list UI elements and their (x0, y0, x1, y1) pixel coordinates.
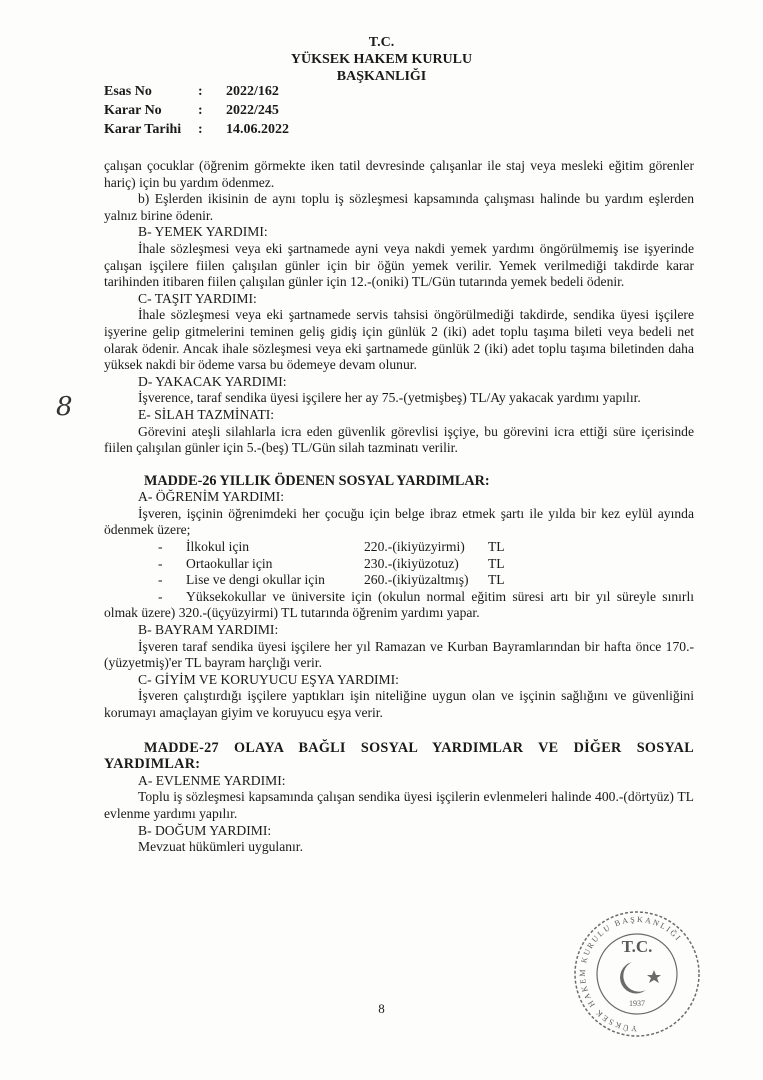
meta-key: Karar No (104, 103, 162, 118)
paragraph (104, 589, 694, 622)
paragraph: İhale sözleşmesi veya eki şartnamede servis tahsisi öngörülmediği takdirde, sendika üyesi işçilere işyerine gelip gitmelerini teminen geliş gidiş için günlük 2 (iki) adet toplu taşıma bileti veya bedeli net olarak ödenir. Ancak ihale sözleşmesi veya eki şartnamede günlük 2 (iki) adet toplu taşıma biletinden daha yüksek nakdi bir ödeme varsa bu ödemeye devam olunur. (104, 307, 694, 373)
crescent-icon (620, 962, 646, 993)
list-item (158, 556, 694, 573)
svg-text:YÜKSEK HAKEM KURULU BAŞKANLIĞI (578, 915, 684, 1033)
meta-colon: : (198, 84, 203, 99)
section-heading: C- TAŞIT YARDIMI: (138, 290, 257, 306)
article-heading: MADDE-26 YILLIK ÖDENEN SOSYAL YARDIMLAR: (144, 472, 490, 489)
paragraph: çalışan çocuklar (öğrenim görmekte iken tatil devresinde çalışanlar ile staj veya mesleki eğitim görenler hariç) için bu yardım ödenmez. (104, 158, 694, 190)
paragraph: b) Eşlerden ikisinin de aynı toplu iş sözleşmesi kapsamında çalışması halinde bu yardım eşlerden yalnız birine ödenir. (104, 191, 694, 223)
meta-value: 2022/162 (226, 84, 279, 99)
list-item-value: 230.-(ikiyüzotuz) (364, 555, 459, 571)
list-item-name: Ortaokullar için (186, 555, 273, 571)
list-last-text: Yüksekokullar ve üniversite için (okulun normal eğitim süresi artı bir yıl süreyle sınırlı olmak üzere) 320.-(üçyüzyirmi) TL tutarında öğrenim yardımı yapar. (104, 588, 694, 621)
list-item-unit: TL (488, 555, 505, 571)
seal-center-text: T.C. (621, 937, 653, 956)
paragraph: İşverence, taraf sendika üyesi işçilere her ay 75.-(yetmişbeş) TL/Ay yakacak yardımı yapılır. (138, 390, 641, 406)
meta-colon: : (198, 103, 203, 118)
meta-value: 2022/245 (226, 103, 279, 118)
meta-key: Esas No (104, 84, 152, 99)
star-icon (647, 970, 661, 983)
list-dash: - (158, 572, 163, 588)
list-item-unit: TL (488, 572, 505, 588)
header-line-office: BAŞKANLIĞI (336, 69, 427, 84)
header-line-tc: T.C. (368, 35, 395, 50)
tuition-list (104, 539, 694, 589)
section-heading: B- YEMEK YARDIMI: (138, 224, 268, 240)
handwritten-margin-mark: 8 (56, 392, 73, 422)
paragraph: İşveren, işçinin öğrenimdeki her çocuğu için belge ibraz etmek şartı ile yılda bir kez eylül ayında ödenmek üzere; (104, 505, 694, 538)
list-item-name: İlkokul için (186, 539, 250, 555)
section-heading: B- DOĞUM YARDIMI: (138, 822, 272, 838)
list-dash: - (158, 555, 163, 571)
list-item-name: Lise ve dengi okullar için (186, 572, 325, 588)
list-item (158, 539, 694, 556)
case-metadata (104, 82, 289, 139)
section-heading: E- SİLAH TAZMİNATI: (138, 406, 275, 422)
section-heading: C- GİYİM VE KORUYUCU EŞYA YARDIMI: (138, 671, 399, 687)
meta-value: 14.06.2022 (226, 122, 289, 137)
list-item (158, 572, 694, 589)
official-seal-stamp (562, 904, 712, 1044)
paragraph: Toplu iş sözleşmesi kapsamında çalışan sendika üyesi işçilerin evlenmeleri halinde 400.-(dörtyüz) TL evlenme yardımı yapılır. (104, 789, 694, 821)
meta-row-esas (104, 82, 289, 101)
section-heading: D- YAKACAK YARDIMI: (138, 373, 287, 389)
meta-key: Karar Tarihi (104, 122, 182, 137)
list-item-unit: TL (488, 539, 505, 555)
seal-ring-text: YÜKSEK HAKEM KURULU BAŞKANLIĞI (577, 914, 684, 1034)
list-item-value: 260.-(ikiyüzaltmış) (364, 572, 469, 588)
section-heading: A- ÖĞRENİM YARDIMI: (138, 489, 284, 505)
meta-row-karar-tarihi (104, 120, 289, 139)
list-dash: - (158, 539, 163, 555)
meta-colon: : (198, 122, 203, 137)
paragraph: İşveren taraf sendika üyesi işçilere her yıl Ramazan ve Kurban Bayramlarından bir hafta önce 170.-(yüzyetmiş)'er TL bayram harçlığı verir. (104, 638, 694, 671)
header-line-institution: YÜKSEK HAKEM KURULU (290, 52, 473, 67)
page-number: 8 (378, 1001, 385, 1016)
seal-year: 1937 (629, 999, 645, 1008)
section-heading: A- EVLENME YARDIMI: (138, 772, 286, 788)
section-heading: B- BAYRAM YARDIMI: (138, 622, 279, 638)
paragraph: Görevini ateşli silahlarla icra eden güvenlik görevlisi işçiye, bu görevini icra ettiği süre içerisinde fiilen çalışılan günler için 5.-(beş) TL/Gün silah tazminatı verilir. (104, 423, 694, 456)
list-item-value: 220.-(ikiyüzyirmi) (364, 539, 465, 555)
article-heading: MADDE-27 OLAYA BAĞLI SOSYAL YARDIMLAR VE DİĞER SOSYAL YARDIMLAR: (104, 739, 694, 773)
paragraph: Mevzuat hükümleri uygulanır. (138, 839, 303, 855)
paragraph: İşveren çalıştırdığı işçilere yaptıkları işin niteliğine uygun olan ve işçinin sağlığını ve güvenliğini korumayı amaçlayan giyim ve koruyucu eşya verir. (104, 688, 694, 720)
list-dash: - (158, 588, 163, 604)
meta-row-karar (104, 101, 289, 120)
paragraph: İhale sözleşmesi veya eki şartnamede ayni veya nakdi yemek yardımı öngörülmemiş ise işyerinde çalışan işçilere fiilen çalışılan günler için bir öğün yemek verilir. Yemek verilmediği takdirde karar tarihinden itibaren fiilen çalışılan günler için 12.-(oniki) TL/Gün tutarında yemek bedeli ödenir. (104, 240, 694, 290)
document-header (0, 34, 763, 85)
document-body (104, 158, 694, 856)
